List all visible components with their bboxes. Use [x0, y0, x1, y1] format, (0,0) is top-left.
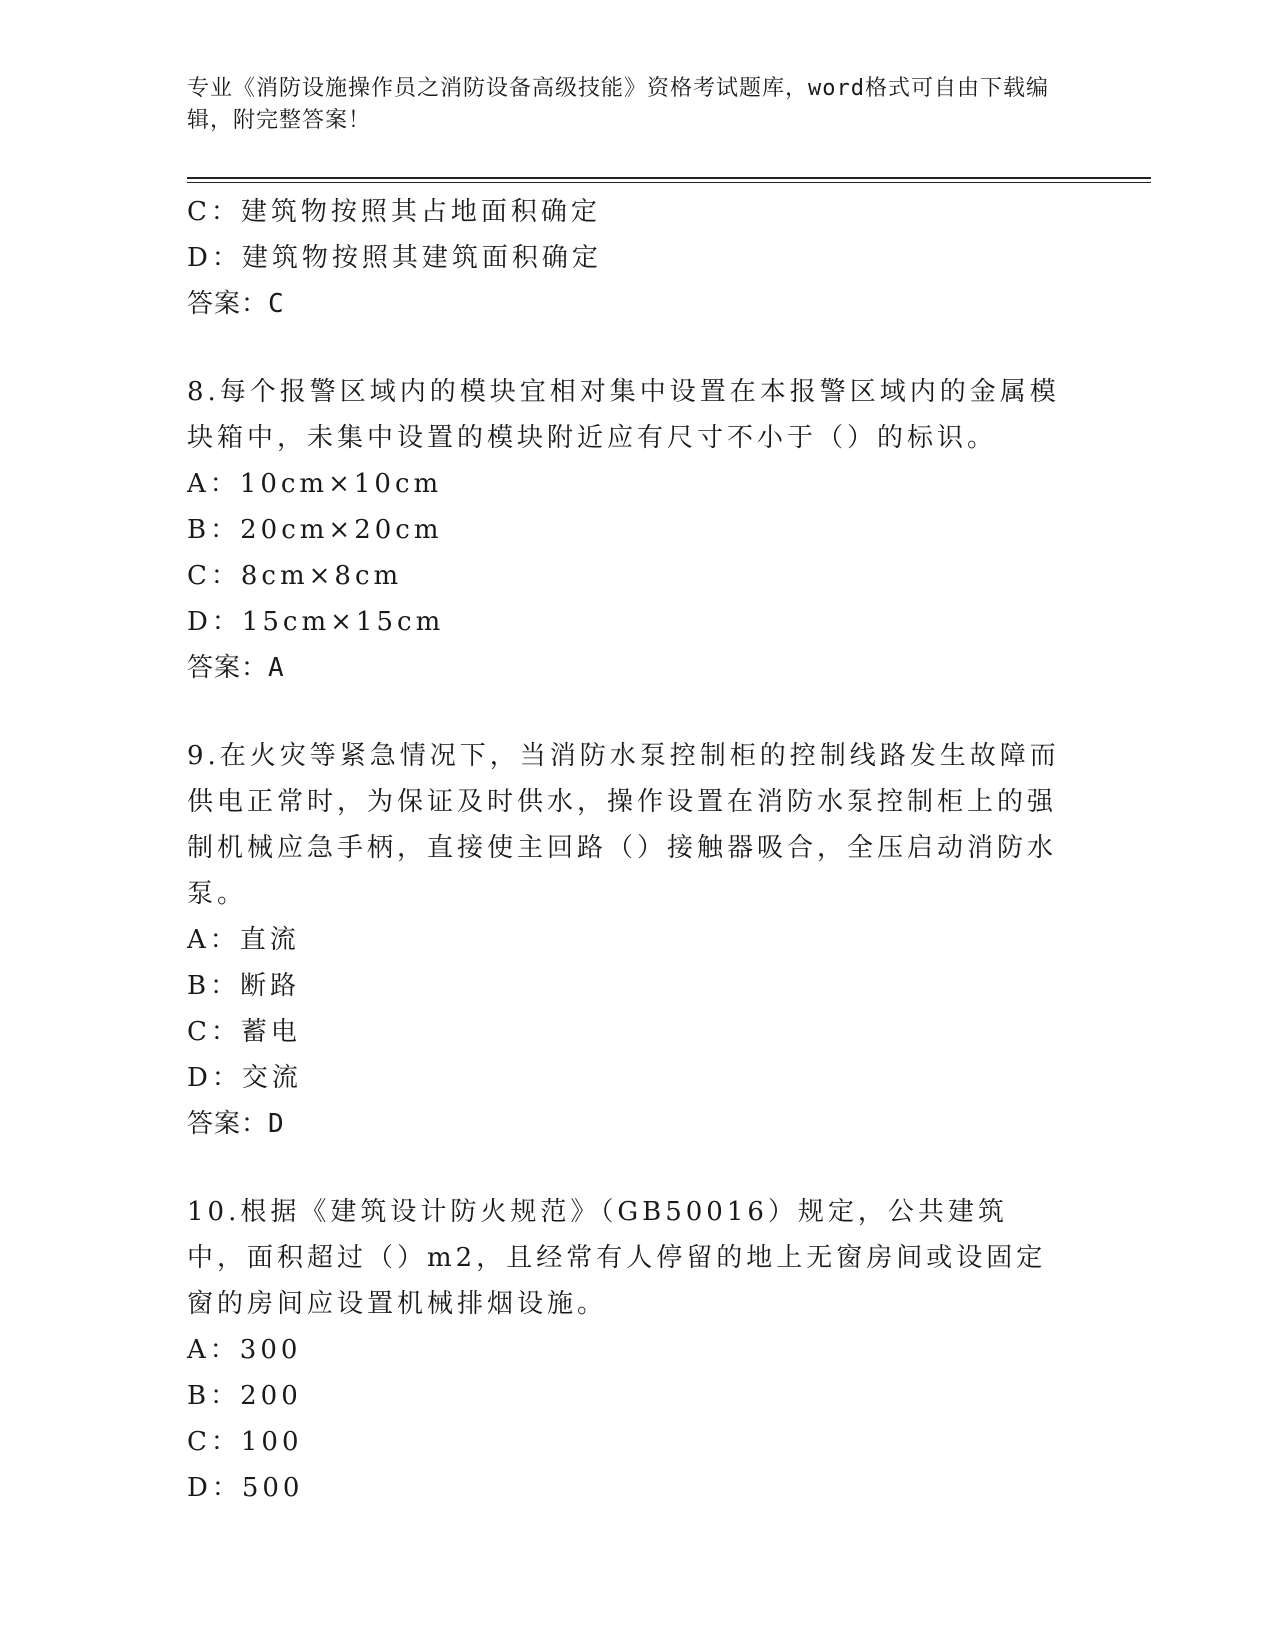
header-divider-thick: [187, 177, 1151, 179]
document-body: [187, 189, 1067, 1511]
option-c: C：蓄电: [187, 1017, 301, 1047]
question-text: 8.每个报警区域内的模块宜相对集中设置在本报警区域内的金属模块箱中，未集中设置的模块附近应有尺寸不小于（）的标识。: [187, 377, 1060, 453]
option-d: D：交流: [187, 1063, 302, 1093]
question-text: 9.在火灾等紧急情况下，当消防水泵控制柜的控制线路发生故障而供电正常时，为保证及时供水，操作设置在消防水泵控制柜上的强制机械应急手柄，直接使主回路（）接触器吸合，全压启动消防水泵。: [187, 741, 1060, 909]
question-8: [187, 369, 1067, 691]
option-c: C：8cm×8cm: [187, 561, 403, 591]
question-9: [187, 733, 1067, 1147]
answer-line: 答案：D: [187, 1109, 285, 1139]
option-c: C：100: [187, 1427, 303, 1457]
option-c: C：建筑物按照其占地面积确定: [187, 197, 601, 227]
option-b: B：断路: [187, 971, 301, 1001]
option-d: D：500: [187, 1473, 304, 1503]
option-b: B：200: [187, 1381, 302, 1411]
option-d: D：15cm×15cm: [187, 607, 445, 637]
option-d: D：建筑物按照其建筑面积确定: [187, 243, 602, 273]
option-b: B：20cm×20cm: [187, 515, 443, 545]
question-text: 10.根据《建筑设计防火规范》（GB50016）规定，公共建筑中，面积超过（）m2，且经常有人停留的地上无窗房间或设固定窗的房间应设置机械排烟设施。: [187, 1197, 1047, 1319]
option-a: A：直流: [187, 925, 300, 955]
option-a: A：10cm×10cm: [187, 469, 443, 499]
question-10: [187, 1189, 1067, 1511]
answer-line: 答案：A: [187, 653, 285, 683]
question-7-continuation: [187, 189, 1067, 327]
option-a: A：300: [187, 1335, 302, 1365]
page-header: 专业《消防设施操作员之消防设备高级技能》资格考试题库，word格式可自由下载编辑，附完整答案！: [187, 76, 1049, 133]
header-divider-thin: [187, 182, 1151, 183]
answer-line: 答案：C: [187, 289, 285, 319]
